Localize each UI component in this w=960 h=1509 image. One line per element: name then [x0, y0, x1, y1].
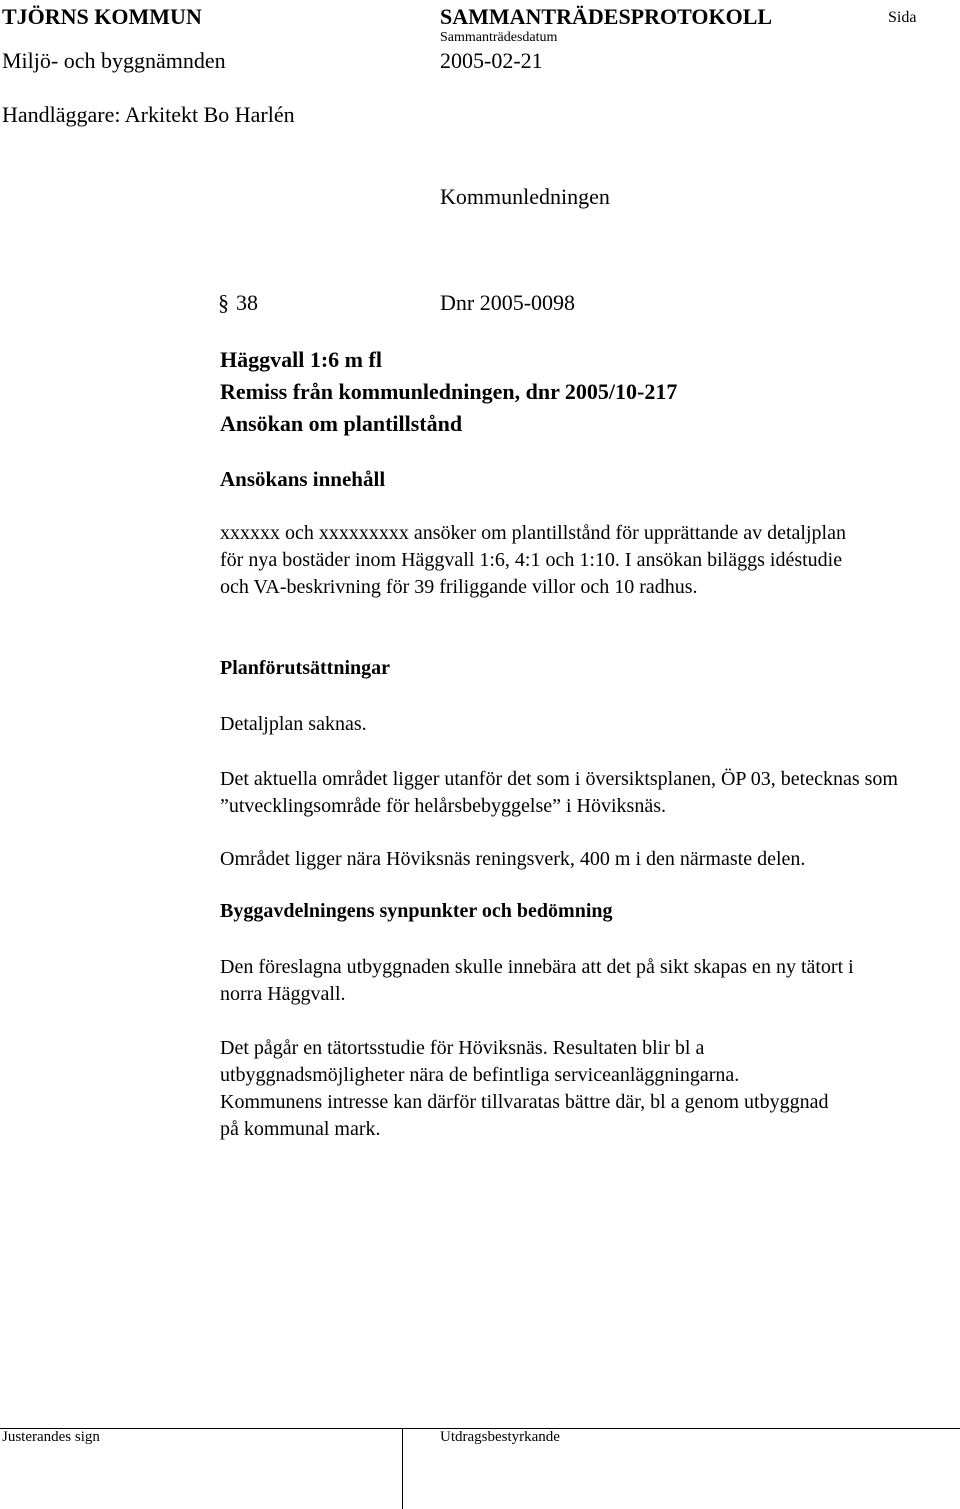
- date-label: Sammanträdesdatum: [440, 30, 558, 45]
- extract-label: Utdragsbestyrkande: [440, 1429, 560, 1445]
- title-line-1: Häggvall 1:6 m fl: [220, 347, 382, 372]
- assessment-heading: Byggavdelningens synpunkter och bedömning: [220, 900, 613, 922]
- municipality-name: TJÖRNS KOMMUN: [2, 4, 202, 29]
- plan-heading: Planförutsättningar: [220, 657, 390, 679]
- diary-number: Dnr 2005-0098: [440, 290, 576, 315]
- meeting-date: 2005-02-21: [440, 48, 543, 73]
- application-heading: Ansökans innehåll: [220, 467, 386, 491]
- title-line-3: Ansökan om plantillstånd: [220, 411, 463, 436]
- footer-divider: [402, 1428, 403, 1509]
- title-line-2: Remiss från kommunledningen, dnr 2005/10-217: [220, 379, 678, 404]
- sign-label: Justerandes sign: [2, 1429, 100, 1445]
- section-symbol: §: [218, 290, 229, 315]
- assessment-text-2: Det pågår en tätortsstudie för Höviksnäs. Resultaten blir bl a utbyggnadsmöjligheter nära de befintliga serviceanläggningarna. Kommunens intresse kan därför tillvaratas bättre där, bl a genom utbyggnad på kommunal mark.: [220, 1037, 829, 1140]
- handler-line: Handläggare: Arkitekt Bo Harlén: [2, 102, 295, 127]
- protocol-title: SAMMANTRÄDESPROTOKOLL: [440, 4, 773, 29]
- page-label: Sida: [888, 9, 917, 26]
- plan-text-3: Området ligger nära Höviksnäs reningsverk, 400 m i den närmaste delen.: [220, 848, 806, 870]
- recipient: Kommunledningen: [440, 184, 610, 209]
- plan-text-2: Det aktuella området ligger utanför det som i översiktsplanen, ÖP 03, betecknas som ”utvecklingsområde för helårsbebyggelse” i Höviksnäs.: [220, 768, 898, 817]
- paragraph-number: 38: [236, 290, 258, 315]
- application-text: xxxxxx och xxxxxxxxx ansöker om plantillstånd för upprättande av detaljplan för nya bostäder inom Häggvall 1:6, 4:1 och 1:10. I ansökan biläggs idéstudie och VA-beskrivning för 39 friliggande villor och 10 radhus.: [220, 522, 846, 598]
- committee-name: Miljö- och byggnämnden: [2, 48, 226, 73]
- assessment-text-1: Den föreslagna utbyggnaden skulle innebära att det på sikt skapas en ny tätort i norra Häggvall.: [220, 956, 854, 1005]
- plan-text-1: Detaljplan saknas.: [220, 713, 367, 735]
